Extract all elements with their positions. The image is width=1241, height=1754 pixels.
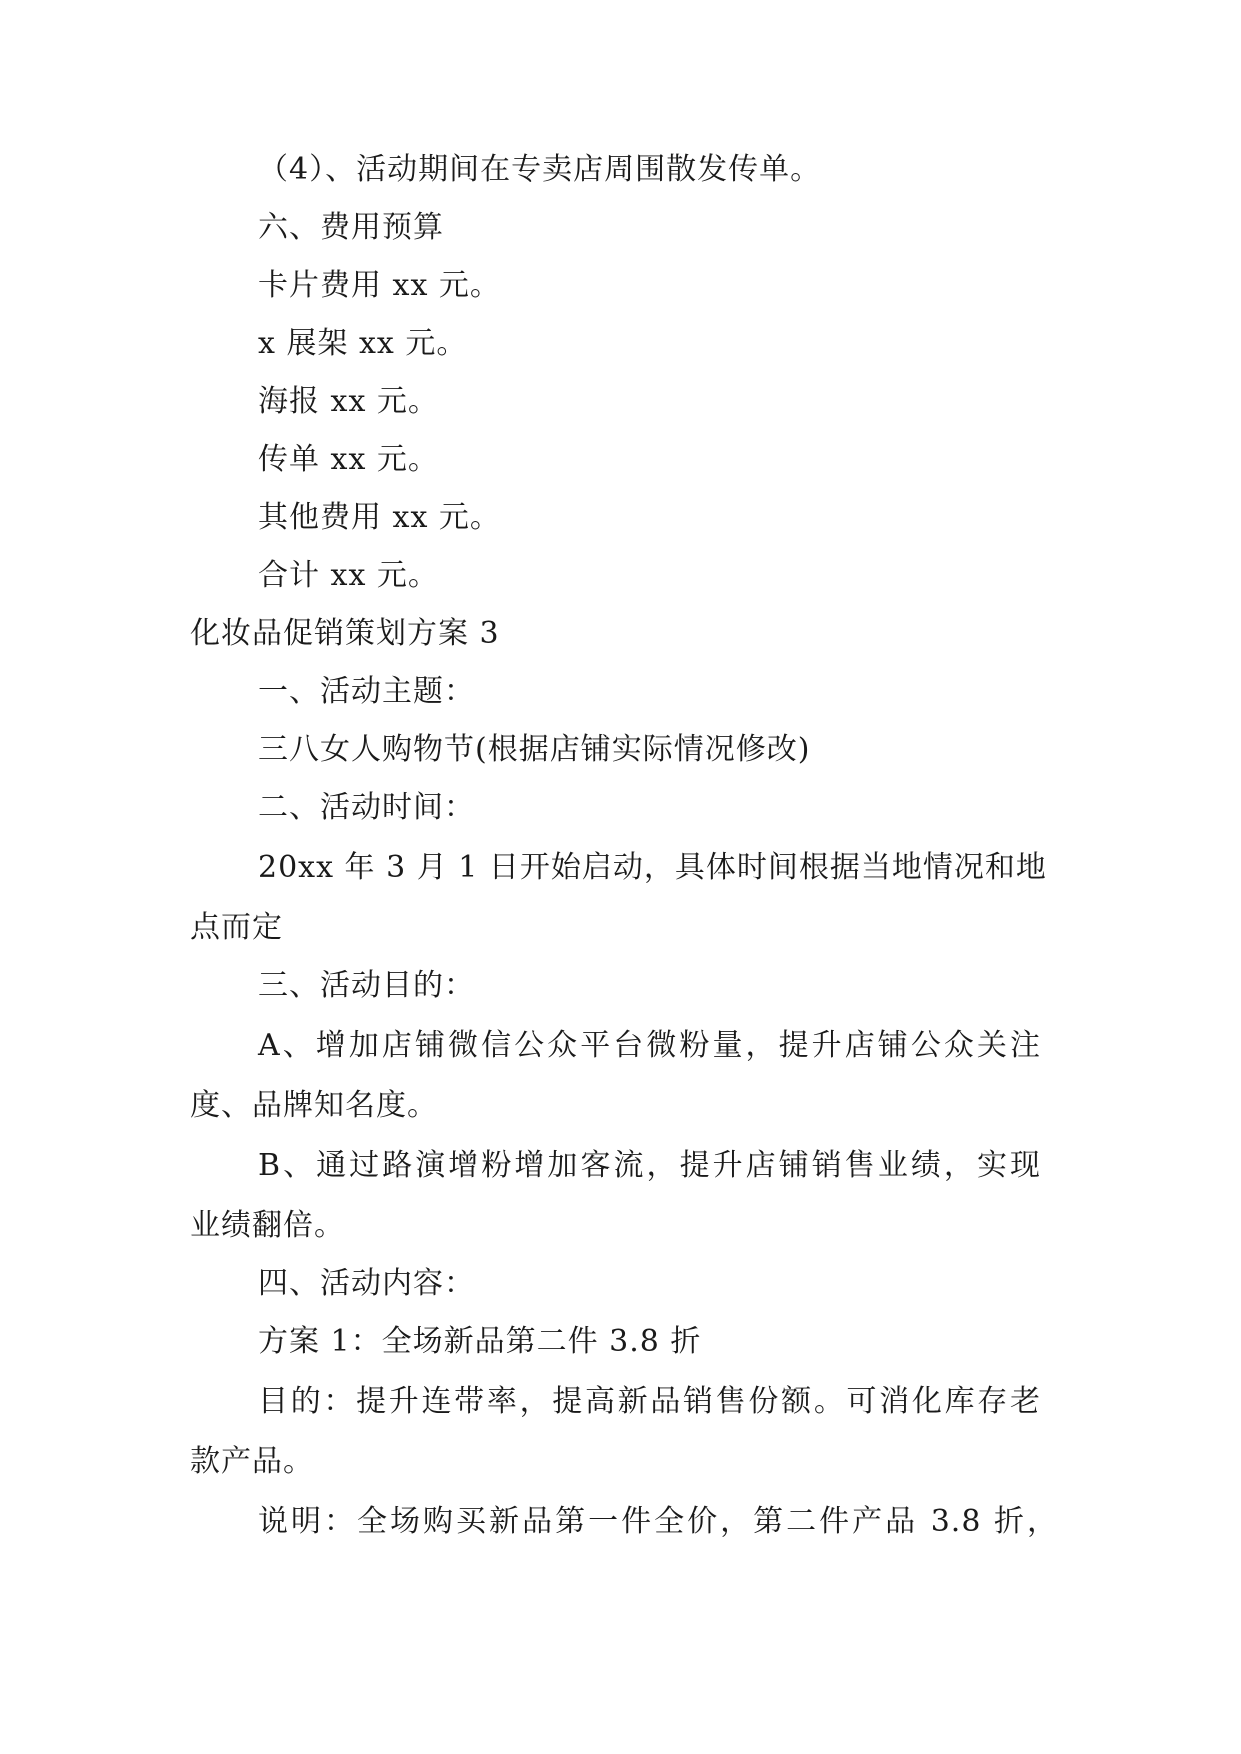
section-heading: 一、活动主题： (258, 674, 475, 709)
text-line: 业绩翻倍。 (190, 1208, 345, 1243)
text-line: 三八女人购物节(根据店铺实际情况修改) (258, 732, 811, 767)
text-line: 款产品。 (190, 1444, 314, 1479)
text-line: 方案 1：全场新品第二件 3.8 折 (258, 1324, 702, 1359)
text-line: 传单 xx 元。 (258, 442, 439, 477)
section-heading: 二、活动时间： (258, 790, 475, 825)
document-title: 化妆品促销策划方案 3 (190, 616, 500, 651)
text-line: A、增加店铺微信公众平台微粉量，提升店铺公众关注 (258, 1028, 1041, 1063)
text-line: 目的：提升连带率，提高新品销售份额。可消化库存老 (258, 1384, 1041, 1419)
section-heading: 四、活动内容： (258, 1266, 475, 1301)
text-line: 20xx 年 3 月 1 日开始启动，具体时间根据当地情况和地 (258, 850, 1047, 885)
text-line: 点而定 (190, 910, 283, 945)
text-line: 卡片费用 xx 元。 (258, 268, 501, 303)
section-heading: 三、活动目的： (258, 968, 475, 1003)
section-heading: 六、费用预算 (258, 210, 444, 245)
text-line: （4）、活动期间在专卖店周围散发传单。 (258, 152, 822, 187)
text-line: x 展架 xx 元。 (258, 326, 468, 361)
text-line: 度、品牌知名度。 (190, 1088, 438, 1123)
text-line: 海报 xx 元。 (258, 384, 439, 419)
text-line: 合计 xx 元。 (258, 558, 439, 593)
text-line: 其他费用 xx 元。 (258, 500, 501, 535)
text-line: 说明：全场购买新品第一件全价，第二件产品 3.8 折， (258, 1504, 1058, 1539)
text-line: B、通过路演增粉增加客流，提升店铺销售业绩，实现 (258, 1148, 1041, 1183)
